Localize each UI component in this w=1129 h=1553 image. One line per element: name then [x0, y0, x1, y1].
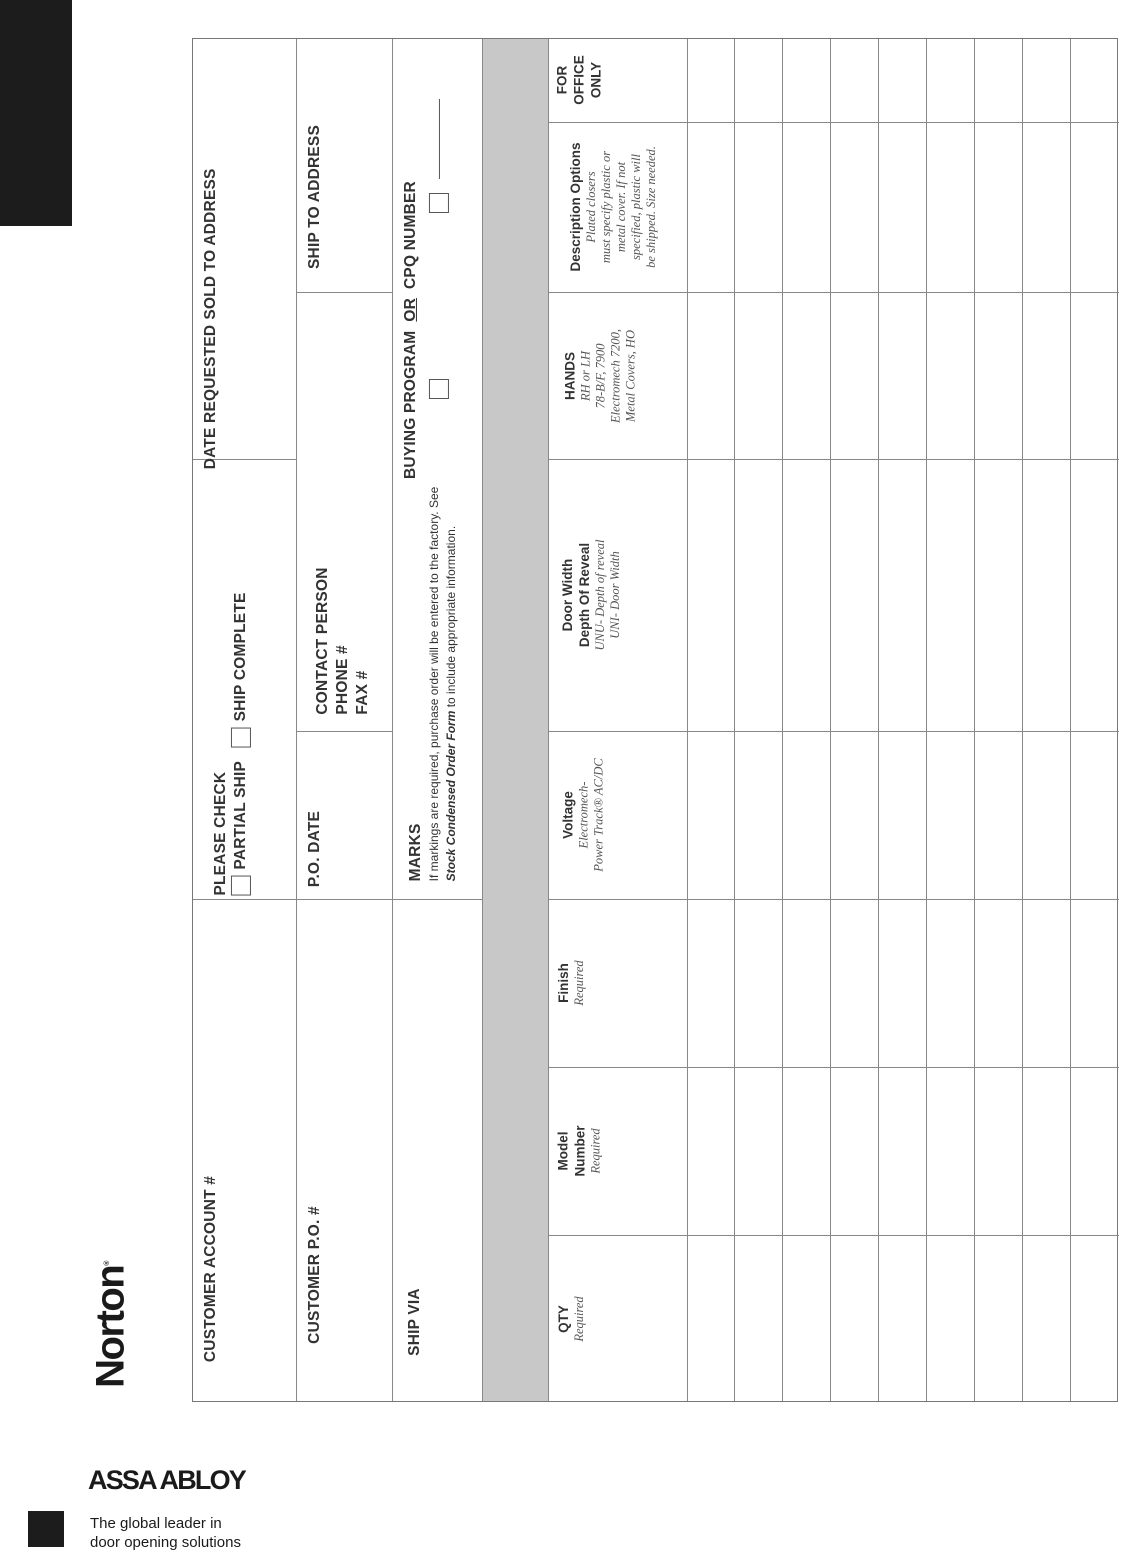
col-divider	[548, 1067, 1119, 1068]
contact-block: CONTACT PERSON PHONE # FAX #	[314, 567, 371, 715]
col-divider	[548, 731, 1119, 732]
assa-abloy-logo: ASSA ABLOY	[88, 1465, 246, 1495]
customer-po-label: CUSTOMER P.O. #	[306, 1206, 323, 1344]
tagline: The global leader in door opening solutions	[90, 1515, 241, 1551]
row-divider	[296, 39, 297, 1401]
order-form	[192, 38, 1118, 1402]
ship-complete-checkbox[interactable]	[231, 727, 251, 747]
page-edge-tab	[0, 0, 72, 226]
please-check-group: PLEASE CHECK PARTIAL SHIP SHIP COMPLETE	[211, 592, 250, 896]
buying-program-block: BUYING PROGRAM OR CPQ NUMBER	[401, 99, 449, 479]
cell-divider	[193, 899, 392, 900]
gray-separator-band	[482, 39, 548, 1401]
ship-via-label: SHIP VIA	[406, 1288, 423, 1356]
cell-divider	[392, 899, 482, 900]
col-divider	[548, 1235, 1119, 1236]
row-divider	[1022, 39, 1023, 1401]
hands-header: HANDS RH or LH 78-B/F, 7900 Electromech 7200, Metal Covers, HO	[562, 329, 638, 423]
sold-to-address-label: SOLD TO ADDRESS	[202, 168, 219, 320]
row-divider	[482, 39, 483, 1401]
voltage-header: Voltage Electromech- Power Track® AC/DC	[560, 758, 606, 872]
ship-to-address-label: SHIP TO ADDRESS	[306, 125, 323, 269]
finish-header: Finish Required	[556, 960, 586, 1006]
row-divider	[782, 39, 783, 1401]
cell-divider	[296, 292, 392, 293]
row-divider	[878, 39, 879, 1401]
row-divider	[687, 39, 688, 1401]
col-divider	[548, 292, 1119, 293]
row-divider	[974, 39, 975, 1401]
po-date-label: P.O. DATE	[306, 810, 323, 888]
row-divider	[830, 39, 831, 1401]
buying-program-checkbox[interactable]	[429, 379, 449, 399]
row-divider	[1070, 39, 1071, 1401]
corner-block	[28, 1511, 64, 1547]
row-divider	[548, 39, 549, 1401]
row-divider	[734, 39, 735, 1401]
office-only-header: FOR OFFICE ONLY	[554, 55, 604, 105]
marks-block: MARKS If markings are required, purchase order will be entered to the factory. See Stock Condensed Order Form to include appropriate information.	[407, 486, 458, 882]
cpq-checkbox[interactable]	[429, 193, 449, 213]
description-options-header: Description Options Plated closers must specify plastic or metal cover. If not specified, plastic will be shipped. Size needed.	[568, 142, 658, 272]
col-divider	[548, 122, 1119, 123]
door-width-header: Door Width Depth Of Reveal UNU- Depth of reveal UNI- Door Width	[560, 539, 622, 651]
qty-header: QTY Required	[556, 1296, 586, 1342]
partial-ship-checkbox[interactable]	[231, 876, 251, 896]
model-number-header: Model Number Required	[555, 1125, 603, 1177]
row-divider	[926, 39, 927, 1401]
col-divider	[548, 899, 1119, 900]
norton-logo: Norton®	[88, 1262, 133, 1388]
col-divider	[548, 459, 1119, 460]
cell-divider	[296, 731, 392, 732]
cpq-number-line[interactable]	[438, 99, 439, 179]
customer-account-label: CUSTOMER ACCOUNT #	[202, 1175, 219, 1363]
row-divider	[392, 39, 393, 1401]
date-requested-label: DATE REQUESTED	[202, 324, 219, 470]
